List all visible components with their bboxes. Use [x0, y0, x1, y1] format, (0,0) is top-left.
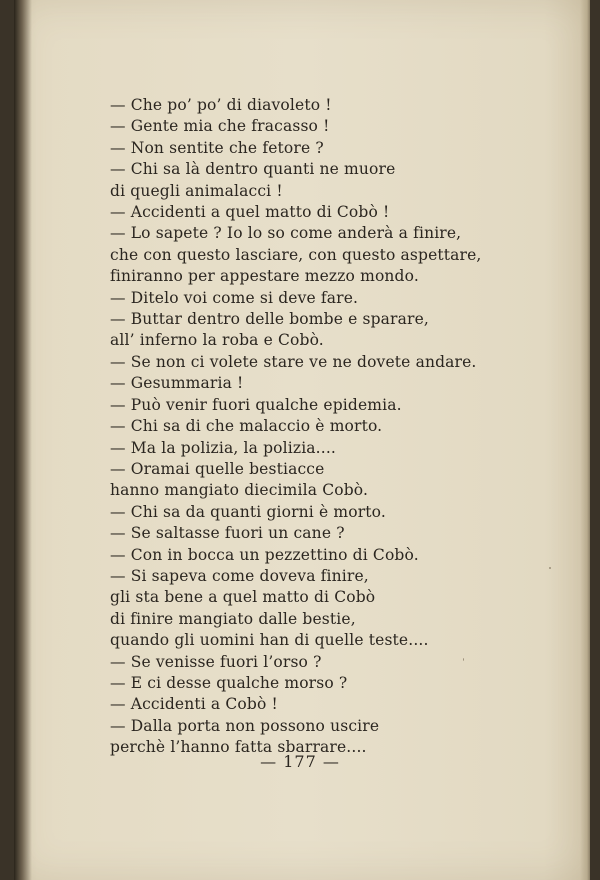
text-line: — Se venisse fuori l’orso ?	[110, 652, 322, 671]
text-line: hanno mangiato diecimila Cobò.	[110, 481, 369, 500]
text-line: — Se non ci volete stare ve ne dovete andare.	[110, 352, 477, 371]
text-line: — Lo sapete ? Io lo so come anderà a finire,	[110, 224, 462, 243]
text-line: — Può venir fuori qualche epidemia.	[110, 395, 402, 414]
text-line: — Ma la polizia, la polizia....	[110, 438, 336, 457]
text-line: — Gente mia che fracasso !	[110, 117, 330, 136]
text-line: gli sta bene a quel matto di Cobò	[110, 588, 376, 607]
page-edge	[580, 0, 590, 880]
text-line: quando gli uomini han di quelle teste....	[110, 631, 429, 650]
text-line: — Chi sa di che malaccio è morto.	[110, 417, 383, 436]
text-line: finiranno per appestare mezzo mondo.	[110, 267, 419, 286]
spine-shadow	[14, 0, 32, 880]
text-line: — Se saltasse fuori un cane ?	[110, 524, 345, 543]
poem-text	[110, 95, 480, 759]
text-line: — Con in bocca un pezzettino di Cobò.	[110, 545, 419, 564]
text-line: — Accidenti a quel matto di Cobò !	[110, 203, 390, 222]
text-line: — Buttar dentro delle bombe e sparare,	[110, 310, 429, 329]
paper-speck	[549, 567, 551, 569]
text-line: — Accidenti a Cobò !	[110, 695, 278, 714]
text-line: — Non sentite che fetore ?	[110, 138, 324, 157]
text-line: — Gesummaria !	[110, 374, 244, 393]
paper-speck	[463, 658, 464, 661]
text-line: — Che po’ po’ di diavoleto !	[110, 96, 332, 114]
text-line: che con questo lasciare, con questo aspettare,	[110, 245, 482, 264]
text-line: — Chi sa là dentro quanti ne muore	[110, 160, 396, 179]
text-line: — Chi sa da quanti giorni è morto.	[110, 502, 386, 521]
text-line: — Ditelo voi come si deve fare.	[110, 288, 359, 307]
text-line: — Si sapeva come doveva finire,	[110, 566, 369, 585]
text-line: di finire mangiato dalle bestie,	[110, 609, 356, 628]
text-line: all’ inferno la roba e Cobò.	[110, 331, 324, 350]
text-line: — E ci desse qualche morso ?	[110, 673, 348, 692]
text-line: — Oramai quelle bestiacce	[110, 459, 325, 478]
text-line: di quegli animalacci !	[110, 181, 283, 200]
page-number: — 177 —	[260, 752, 340, 771]
text-line: — Dalla porta non possono uscire	[110, 716, 380, 735]
text-line: perchè l’hanno fatta sbarrare....	[110, 738, 367, 757]
